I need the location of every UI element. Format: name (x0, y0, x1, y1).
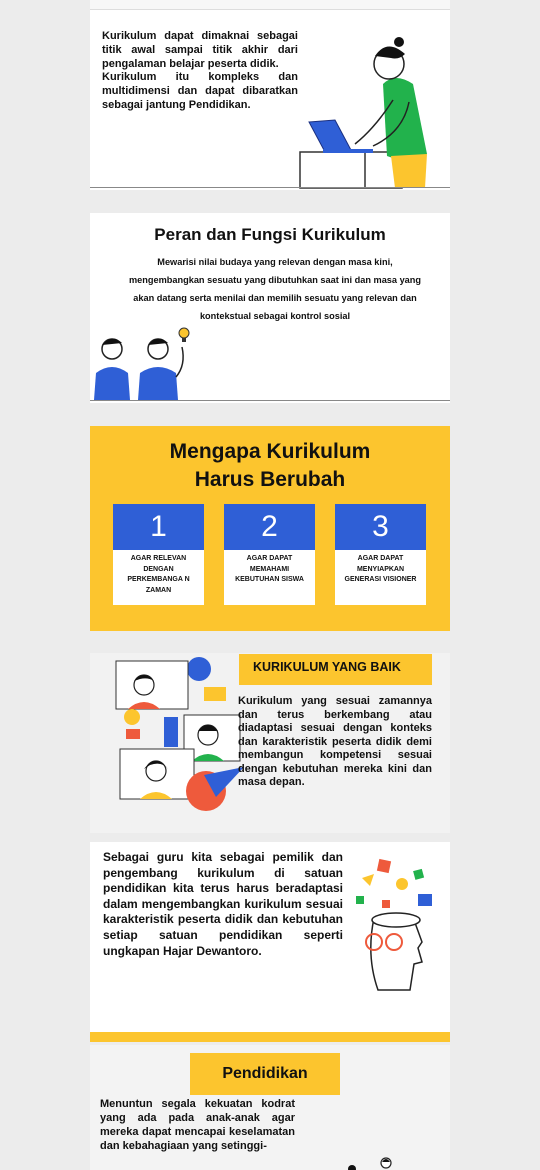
education-badge: Pendidikan (190, 1053, 340, 1095)
intro-section (90, 10, 450, 190)
reason-number: 2 (224, 504, 315, 550)
woman-laptop-illustration (295, 32, 440, 190)
reason-card-2 (224, 504, 315, 605)
reason-label: AGAR DAPAT MENYIAPKAN GENERASI VISIONER (344, 555, 417, 583)
role-body: Mewarisi nilai budaya yang relevan dengan masa kini, mengembangkan sesuatu yang dibutuhkan saat ini dan masa yang akan datang serta menilai dan memilih sesuatu yang relevan dan kontekstual sebagai kontrol sosial (128, 257, 422, 321)
section-divider (90, 187, 450, 188)
why-change-title-line-1: Mengapa Kurikulum (169, 440, 371, 463)
reason-number: 3 (335, 504, 426, 550)
video-call-illustration (104, 657, 244, 817)
top-strip (90, 0, 450, 10)
good-curriculum-body: Kurikulum yang sesuai zamannya dan terus berkembang atau diadaptasi sesuai dengan konteks dan karakteristik peserta didik demi membangun kompetensi sesuai dengan kebutuhan mereka kini dan masa depan. (238, 695, 432, 788)
reason-label: AGAR DAPAT MEMAHAMI KEBUTUHAN SISWA (235, 555, 304, 583)
role-section (90, 213, 450, 403)
good-curriculum-section (90, 653, 450, 833)
why-change-title (90, 438, 450, 494)
intro-paragraph-2: Kurikulum itu kompleks dan multidimensi dan dapat dibaratkan sebagai jantung Pendidikan. (102, 71, 298, 111)
two-men-idea-illustration (90, 325, 200, 400)
role-title: Peran dan Fungsi Kurikulum (154, 225, 386, 244)
intro-paragraph-1: Kurikulum dapat dimaknai sebagai titik awal sampai titik akhir dari pengalaman belajar peserta didik. (102, 30, 298, 70)
figures-illustration (342, 1157, 402, 1170)
section-divider (90, 400, 450, 401)
why-change-section (90, 426, 450, 631)
education-body: Menuntun segala kekuatan kodrat yang ada pada anak-anak agar mereka dapat mencapai keselamatan dan kebahagiaan yang setinggi- (100, 1098, 295, 1152)
reason-card-3 (335, 504, 426, 605)
teacher-section (90, 842, 450, 1042)
education-section (90, 1045, 450, 1170)
teacher-body: Sebagai guru kita sebagai pemilik dan pengembang kurikulum di satuan pendidikan kita terus harus beradaptasi dalam mengembangkan kurikulum sesuai karakteristik peserta didik dan kebutuhan setiap satuan pendidikan seperti ungkapan Hajar Dewantoro. (103, 850, 343, 958)
head-ideas-illustration (352, 856, 442, 996)
reason-card-1 (113, 504, 204, 605)
why-change-title-line-2: Harus Berubah (194, 468, 346, 491)
reason-number: 1 (113, 504, 204, 550)
reason-label: AGAR RELEVAN DENGAN PERKEMBANGA N ZAMAN (127, 555, 190, 594)
yellow-band (90, 1032, 450, 1042)
intro-text (102, 30, 298, 113)
good-curriculum-badge: KURIKULUM YANG BAIK (239, 654, 432, 685)
